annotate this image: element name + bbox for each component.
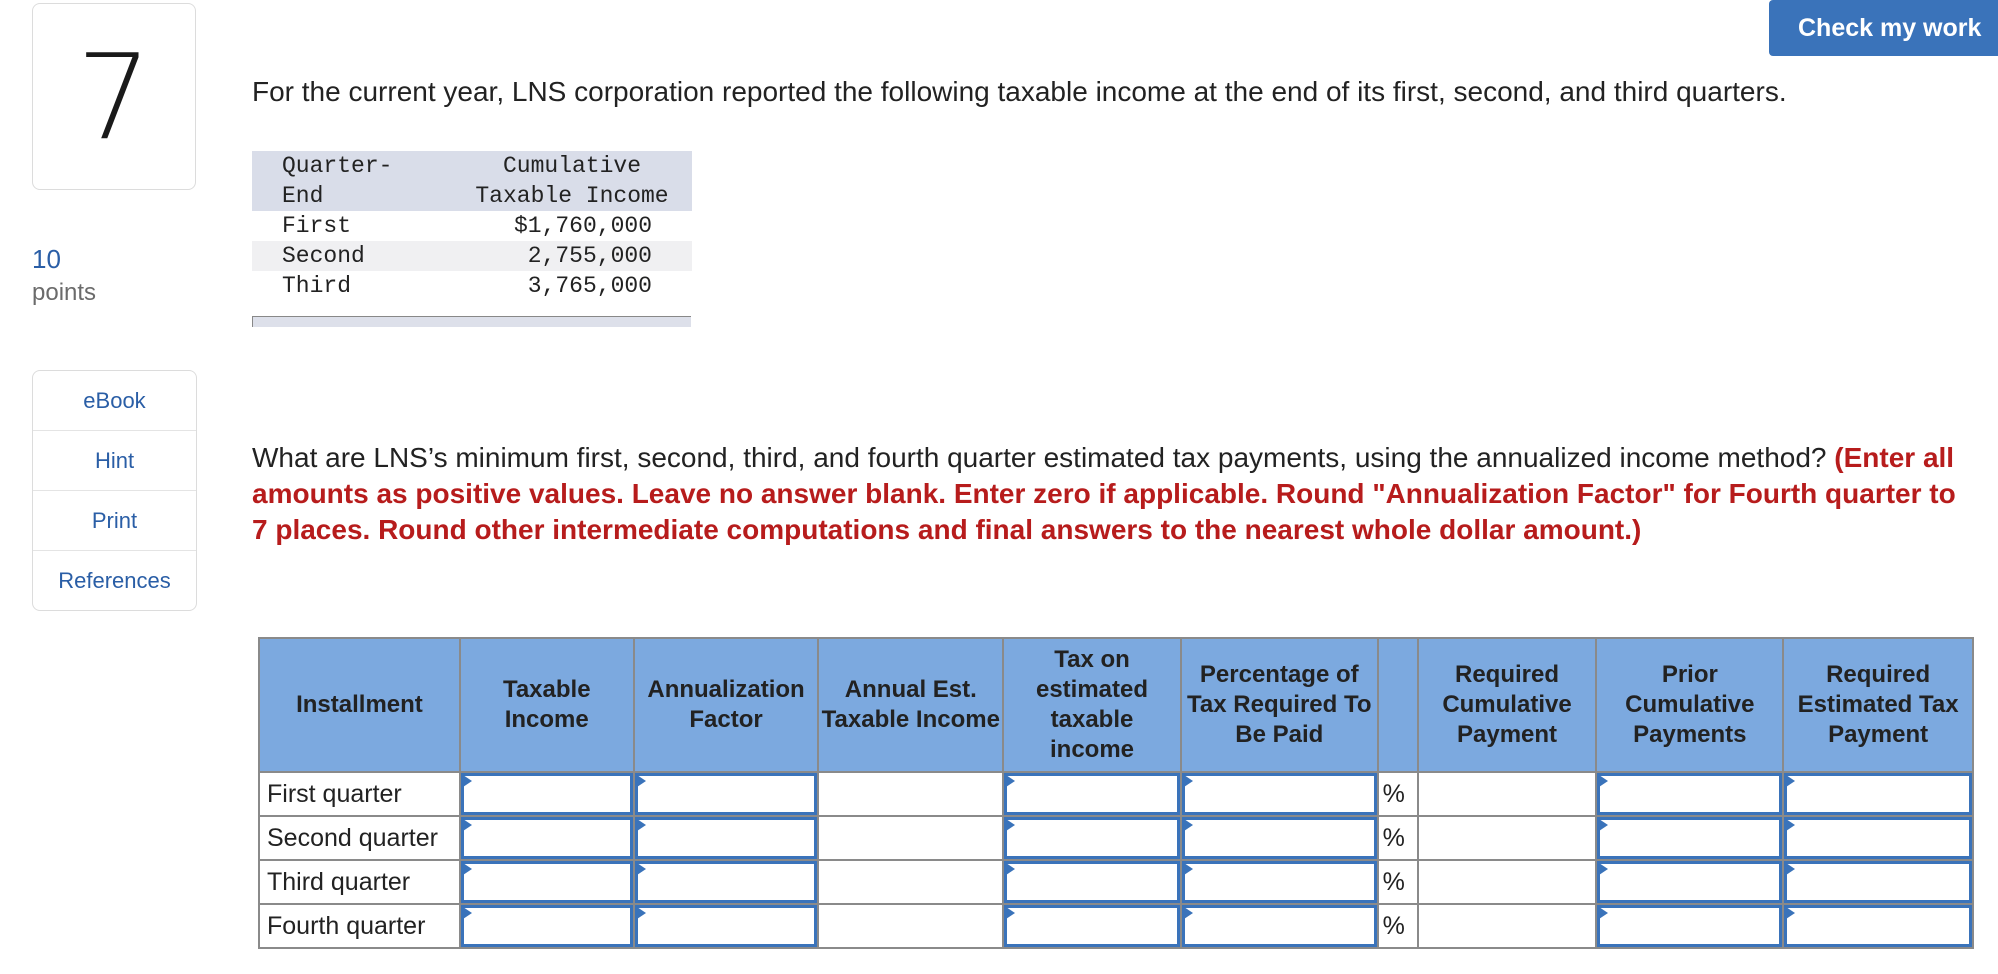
- required-estimated-payment-input[interactable]: [1784, 817, 1972, 859]
- side-menu: [32, 370, 197, 611]
- col-header-required-cumulative-payment: Required Cumulative Payment: [1418, 638, 1597, 772]
- given-table-row: [252, 241, 692, 271]
- table-row: [259, 816, 1973, 860]
- required-estimated-payment-input[interactable]: [1784, 773, 1972, 815]
- given-table-header-row: [252, 151, 692, 181]
- required-cumulative-payment-cell: [1418, 772, 1597, 816]
- col-header-taxable-income: Taxable Income: [460, 638, 634, 772]
- required-estimated-payment-input[interactable]: [1784, 861, 1972, 903]
- given-table-row: [252, 271, 692, 301]
- percentage-required-input[interactable]: [1182, 817, 1377, 859]
- tax-on-income-cell: [1003, 860, 1181, 904]
- col-header-annual-est-taxable-income: Annual Est. Taxable Income: [818, 638, 1003, 772]
- required-estimated-payment-cell: [1783, 904, 1973, 948]
- points-value: 10: [32, 244, 61, 274]
- required-cumulative-payment-cell: [1418, 816, 1597, 860]
- references-link[interactable]: References: [58, 567, 171, 593]
- percent-sign: %: [1378, 772, 1418, 816]
- annualization-factor-cell: [634, 904, 819, 948]
- hint-link[interactable]: Hint: [33, 431, 196, 491]
- prior-cumulative-payments-input[interactable]: [1597, 817, 1782, 859]
- answer-table: [258, 637, 1974, 949]
- intro-text: For the current year, LNS corporation reported the following taxable income at the end of its first, second, and third quarters.: [252, 76, 1787, 107]
- row-label: Second quarter: [259, 816, 460, 860]
- given-income-cell: 3,765,000: [527, 273, 652, 299]
- col-header-installment: Installment: [259, 638, 460, 772]
- given-header-col1-line2: End: [252, 181, 452, 211]
- taxable-income-input[interactable]: [461, 817, 633, 859]
- annualization-factor-cell: [634, 816, 819, 860]
- table-row: [259, 904, 1973, 948]
- taxable-income-input[interactable]: [461, 905, 633, 947]
- question-instructions: (Enter all amounts as positive values. Leave no answer blank. Enter zero if applicable. Round "Annualization Factor" for Fourth quarter to 7 places. Round other intermediate computations and final answers to the nearest whole dollar amount.): [252, 442, 1956, 545]
- table-row: [259, 860, 1973, 904]
- ebook-link[interactable]: eBook: [33, 371, 196, 431]
- given-header-col2-line1: Cumulative: [452, 151, 692, 181]
- col-header-required-estimated-tax-payment: Required Estimated Tax Payment: [1783, 638, 1973, 772]
- given-quarter-cell: Third: [282, 273, 352, 299]
- given-table-footer: [252, 316, 691, 327]
- annual-est-taxable-income-cell: [818, 772, 1003, 816]
- col-header-annualization-factor: Annualization Factor: [634, 638, 819, 772]
- given-quarter-cell: Second: [252, 241, 452, 271]
- required-cumulative-payment-cell: [1418, 860, 1597, 904]
- percent-sign: %: [1378, 904, 1418, 948]
- given-income-cell: $1,760,000: [513, 213, 652, 239]
- print-link[interactable]: Print: [33, 491, 196, 551]
- taxable-income-input[interactable]: [461, 773, 633, 815]
- taxable-income-cell: [460, 772, 634, 816]
- col-header-prior-cumulative-payments: Prior Cumulative Payments: [1596, 638, 1783, 772]
- given-income-table: [252, 151, 692, 301]
- question-prompt: [252, 440, 1972, 548]
- points-label: points: [32, 279, 97, 306]
- prior-cumulative-payments-cell: [1596, 772, 1783, 816]
- required-estimated-payment-input[interactable]: [1784, 905, 1972, 947]
- answer-table-header-row: [259, 638, 1973, 772]
- col-header-tax-on-estimated-income: Tax on estimated taxable income: [1003, 638, 1181, 772]
- percentage-required-cell: [1181, 816, 1378, 860]
- prior-cumulative-payments-input[interactable]: [1597, 773, 1782, 815]
- percentage-required-cell: [1181, 772, 1378, 816]
- tax-on-income-input[interactable]: [1004, 817, 1180, 859]
- taxable-income-cell: [460, 816, 634, 860]
- required-estimated-payment-cell: [1783, 772, 1973, 816]
- given-header-col2-line2: Taxable Income: [452, 181, 692, 211]
- given-table-header-row: [252, 181, 692, 211]
- required-estimated-payment-cell: [1783, 860, 1973, 904]
- percentage-required-cell: [1181, 860, 1378, 904]
- percentage-required-input[interactable]: [1182, 861, 1377, 903]
- col-header-percent-unit: [1378, 638, 1418, 772]
- annualization-factor-input[interactable]: [635, 861, 818, 903]
- prior-cumulative-payments-cell: [1596, 904, 1783, 948]
- given-income-cell: 2,755,000: [452, 241, 692, 271]
- percentage-required-input[interactable]: [1182, 773, 1377, 815]
- annual-est-taxable-income-cell: [818, 860, 1003, 904]
- prior-cumulative-payments-input[interactable]: [1597, 905, 1782, 947]
- percent-sign: %: [1378, 860, 1418, 904]
- row-label: First quarter: [259, 772, 460, 816]
- percent-sign: %: [1378, 816, 1418, 860]
- tax-on-income-input[interactable]: [1004, 905, 1180, 947]
- prior-cumulative-payments-cell: [1596, 860, 1783, 904]
- percentage-required-input[interactable]: [1182, 905, 1377, 947]
- check-my-work-button[interactable]: Check my work: [1769, 0, 1998, 56]
- row-label: Third quarter: [259, 860, 460, 904]
- prior-cumulative-payments-input[interactable]: [1597, 861, 1782, 903]
- tax-on-income-cell: [1003, 772, 1181, 816]
- table-row: [259, 772, 1973, 816]
- annualization-factor-input[interactable]: [635, 905, 818, 947]
- required-estimated-payment-cell: [1783, 816, 1973, 860]
- tax-on-income-cell: [1003, 816, 1181, 860]
- taxable-income-cell: [460, 904, 634, 948]
- taxable-income-cell: [460, 860, 634, 904]
- required-cumulative-payment-cell: [1418, 904, 1597, 948]
- question-number: 7: [32, 3, 196, 190]
- annualization-factor-input[interactable]: [635, 817, 818, 859]
- taxable-income-input[interactable]: [461, 861, 633, 903]
- given-quarter-cell: First: [282, 213, 352, 239]
- tax-on-income-input[interactable]: [1004, 861, 1180, 903]
- percentage-required-cell: [1181, 904, 1378, 948]
- prior-cumulative-payments-cell: [1596, 816, 1783, 860]
- col-header-percentage-required: Percentage of Tax Required To Be Paid: [1181, 638, 1378, 772]
- annual-est-taxable-income-cell: [818, 816, 1003, 860]
- given-table-row: [252, 211, 692, 241]
- row-label: Fourth quarter: [259, 904, 460, 948]
- tax-on-income-input[interactable]: [1004, 773, 1180, 815]
- annual-est-taxable-income-cell: [818, 904, 1003, 948]
- given-header-col1-line1: Quarter-: [252, 151, 452, 181]
- annualization-factor-input[interactable]: [635, 773, 818, 815]
- question-text: What are LNS’s minimum first, second, third, and fourth quarter estimated tax payments, using the annualized income method?: [252, 442, 1827, 473]
- annualization-factor-cell: [634, 772, 819, 816]
- annualization-factor-cell: [634, 860, 819, 904]
- tax-on-income-cell: [1003, 904, 1181, 948]
